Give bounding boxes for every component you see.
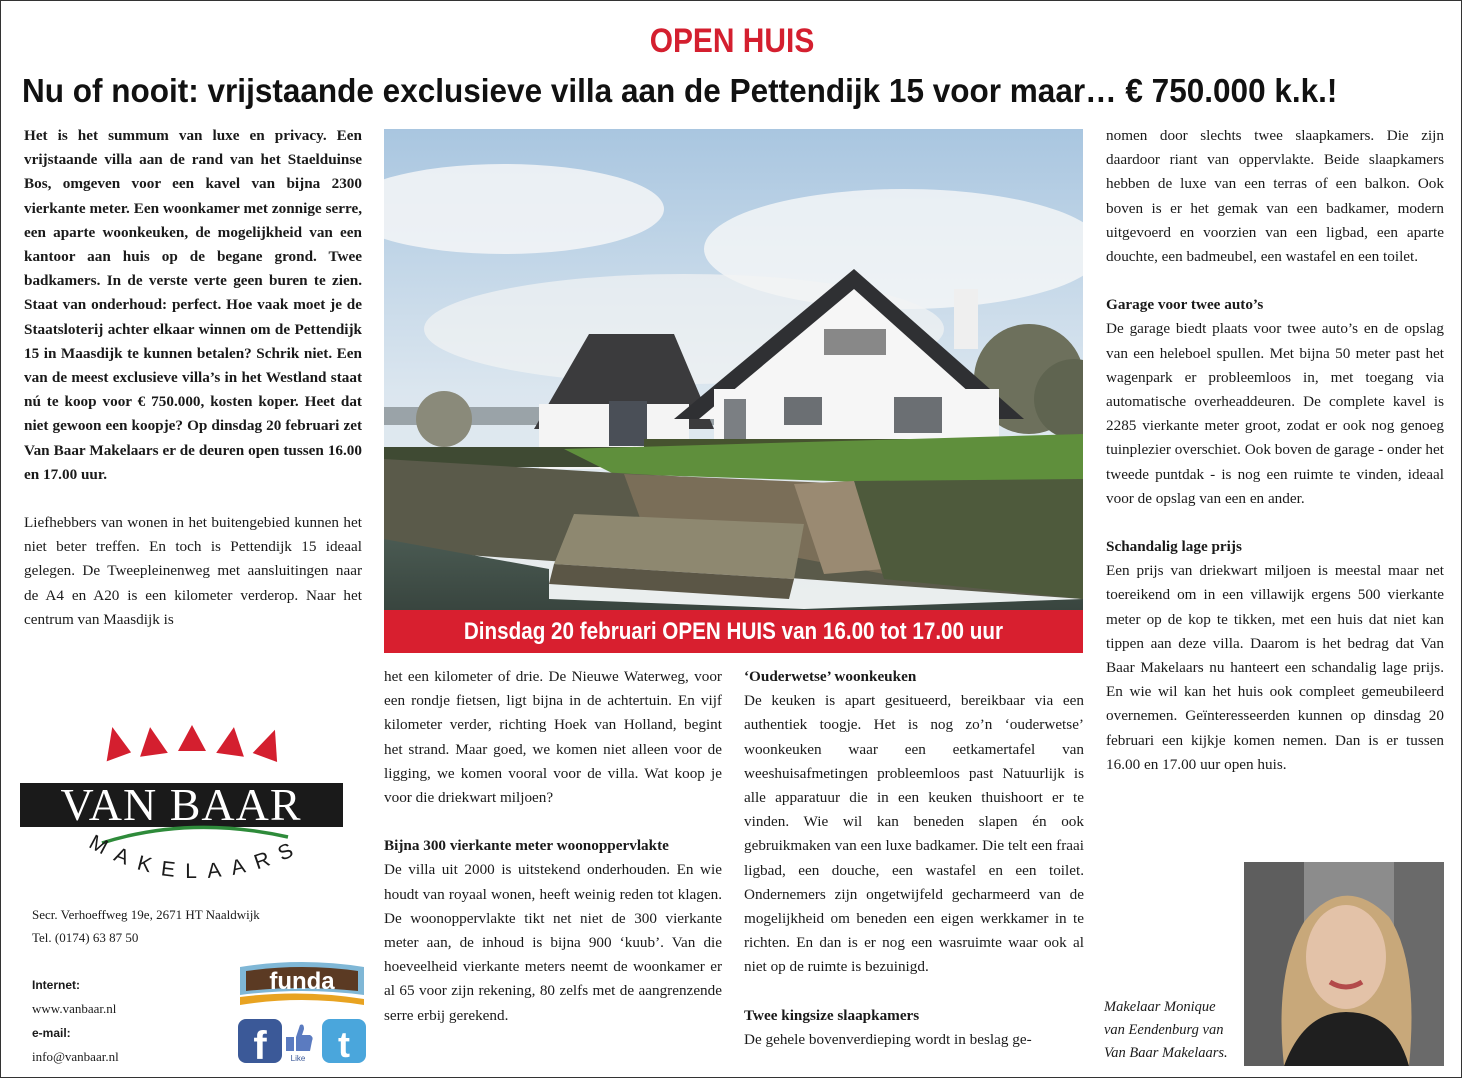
caption-line: van Eendenburg van — [1104, 1022, 1224, 1038]
twitter-icon[interactable] — [322, 1019, 366, 1065]
paragraph: De garage biedt plaats voor twee auto’s en de opslag van een heleboel spullen. Met bijna 50 meter past het wagenpark er probleemloos in, met toegang via automatische overheaddeuren. De complete kavel is 2285 vierkante meter groot, zodat er ook nog genoeg tuinplezier overschiet. Ook boven de garage - onder het tweede puntdak - is nog een ruimte te vinden, ideaal voor de opslag van een en ander. — [1106, 320, 1444, 507]
headline: Nu of nooit: vrijstaande exclusieve villa aan de Pettendijk 15 voor maar… € 750.000 k.k.! — [22, 72, 1338, 109]
logo-name: VAN BAAR — [60, 779, 302, 830]
subheading: Bijna 300 vierkante meter woonoppervlakte — [384, 837, 669, 855]
paragraph: De keuken is apart gesitueerd, bereikbaar via een authentiek toogje. Het is nog zo’n ‘ouderwetse’ woonkeuken waar een eetkamertafel van weeshuisafmetingen probleemloos past Natuurlijk is alle apparatuur die in een keuken thuishoort er te vinden. Wie wil kan beneden slapen én ook gebruikmaken van een luxe badkamer. Die telt een fraai ligbad, een douche, een wastafel en een toilet. Ondernemers zijn ongetwijfeld gecharmeerd van de mogelijkheid om beneden een eigen werkkamer in te richten. En dan is er nog een wasruimte waar ook al niet op de ruimte is bezuinigd. — [744, 692, 1084, 976]
subheading: Garage voor twee auto’s — [1106, 296, 1264, 314]
banner-text: Dinsdag 20 februari OPEN HUIS van 16.00 tot 17.00 uur — [463, 618, 1004, 645]
svg-text:t: t — [338, 1024, 350, 1065]
caption-line: Makelaar Monique — [1104, 999, 1216, 1015]
facebook-icon[interactable] — [238, 1019, 282, 1065]
column-1 — [24, 124, 362, 632]
house-photo — [384, 129, 1083, 653]
agent-portrait — [1244, 862, 1444, 1066]
internet-label: Internet: — [32, 978, 80, 992]
column-3 — [744, 665, 1084, 1052]
address-line: Secr. Verhoeffweg 19e, 2671 HT Naaldwijk — [32, 907, 260, 922]
subheading: Schandalig lage prijs — [1106, 538, 1242, 556]
paragraph: De gehele bovenverdieping wordt in beslag ge- — [744, 1030, 1032, 1048]
column-4 — [1106, 124, 1444, 777]
open-house-banner — [384, 610, 1083, 653]
caption-line: Van Baar Makelaars. — [1104, 1045, 1228, 1061]
logo-sub: MAKELAARS — [85, 830, 307, 884]
address — [32, 903, 260, 949]
paragraph: nomen door slechts twee slaapkamers. Die zijn daardoor riant van oppervlakte. Beide slaapkamers hebben de luxe van een terras of een balkon. Ook boven is er het gemak van een badkamer, modern uitgevoerd en voorzien van een ligbad, een aparte douchte, een badmeubel, een wastafel en een toilet. — [1106, 127, 1444, 266]
van-baar-logo — [20, 725, 343, 895]
funda-logo — [236, 961, 368, 1009]
phone-line: Tel. (0174) 63 87 50 — [32, 930, 139, 945]
paragraph: De villa uit 2000 is uitstekend onderhouden. En wie houdt van royaal wonen, heeft weinig reden tot klagen. De woonoppervlakte tikt net niet de 300 vierkante meter aan, de inhoud is bijna 900 ‘kuub’. Van die hoeveelheid vierkante meters neemt de woonkamer er al 65 voor zijn rekening, 80 zelfs met de aangrenzende serre erbij gerekend. — [384, 861, 722, 1024]
body-paragraph: Liefhebbers van wonen in het buitengebied kunnen het niet beter treffen. En toch is Pettendijk 15 ideaal gelegen. De Tweepleinenweg met aansluitingen naar de A4 en A20 is een kilometer verderop. Naar het centrum van Maasdijk is — [24, 514, 362, 628]
paragraph: Een prijs van driekwart miljoen is meestal maar net toereikend om in een villawijk ergens 500 vierkante meter op de kop te tikken, met een huis dat niet kan tippen aan deze villa. Daarom is het bedrag dat Van Baar Makelaars nu hanteert een schandalig lage prijs. En wie wil kan het huis ook compleet gemeubileerd overnemen. Geïnteresseerden kunnen op dinsdag 20 februari een kijkje komen nemen. Dan is er tussen 16.00 en 17.00 uur open huis. — [1106, 562, 1444, 773]
contact-block — [32, 973, 119, 1069]
subheading: Twee kingsize slaapkamers — [744, 1006, 920, 1024]
lead-paragraph: Het is het summum van luxe en privacy. Een vrijstaande villa aan de rand van het Staelduinse Bos, omgeven voor een kavel van bijna 2300 vierkante meter. Een woonkamer met zonnige serre, een aparte woonkeuken, de mogelijkheid van een kantoor aan huis op de begane grond. Twee badkamers. In de verste verte geen buren te zien. Staat van onderhoud: perfect. Hoe vaak moet je de Staatsloterij achter elkaar winnen om de Pettendijk 15 in Maasdijk te kunnen betalen? Schrik niet. Een van de meest exclusieve villa’s in het Westland staat nú te koop voor € 750.000, kosten koper. Heet dat niet gewoon een koopje? Op dinsdag 20 februari zet Van Baar Makelaars er de deuren open tussen 16.00 en 17.00 uur. — [24, 127, 362, 483]
social-icons — [236, 1015, 370, 1065]
subheading: ‘Ouderwetse’ woonkeuken — [744, 668, 917, 685]
portrait-caption — [1104, 996, 1244, 1065]
paragraph: het een kilometer of drie. De Nieuwe Waterweg, voor een rondje fietsen, ligt bijna in de achtertuin. En vijf kilometer verder, richting Hoek van Holland, begint het strand. Maar goed, we komen niet alleen voor de ligging, we komen vooral voor de villa. Wat koop je voor die driekwart miljoen? — [384, 668, 722, 807]
website-link[interactable]: www.vanbaar.nl — [32, 1001, 117, 1016]
like-icon[interactable] — [286, 1025, 313, 1064]
svg-text:f: f — [253, 1024, 267, 1065]
kicker: OPEN HUIS — [649, 22, 815, 60]
email-link[interactable]: info@vanbaar.nl — [32, 1049, 119, 1064]
svg-text:Like: Like — [290, 1054, 306, 1063]
column-2 — [384, 665, 722, 1028]
email-label: e-mail: — [32, 1026, 71, 1040]
funda-text: funda — [269, 968, 335, 995]
